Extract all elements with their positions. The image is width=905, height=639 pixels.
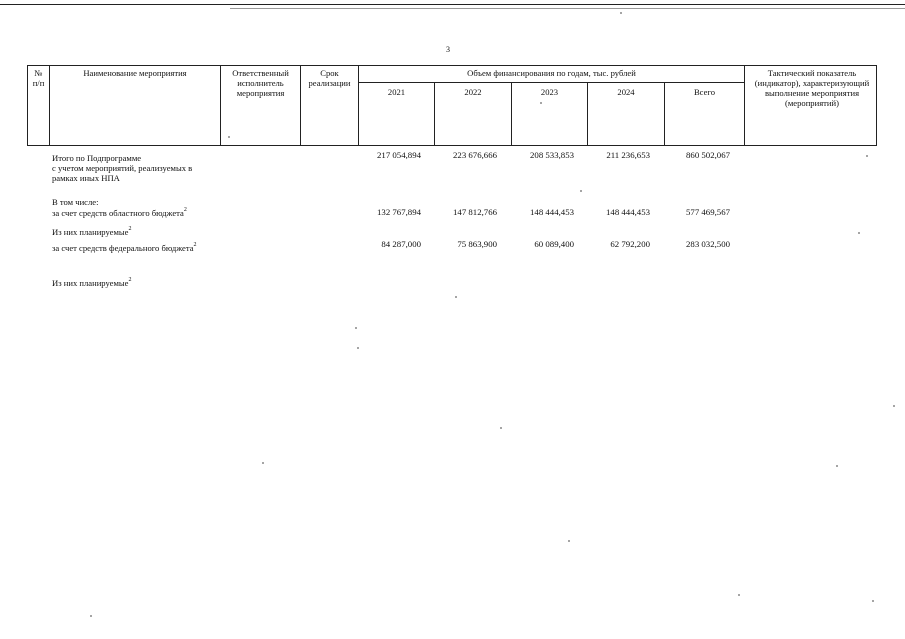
federal-2024: 62 792,200 — [610, 239, 650, 249]
regional-label-text: за счет средств областного бюджета — [52, 208, 184, 218]
header-year-2023: 2023 — [540, 87, 559, 97]
header-name: Наименование мероприятия — [83, 68, 187, 78]
header-financing: Объем финансирования по годам, тыс. рублей — [467, 68, 636, 78]
regional-2021: 132 767,894 — [377, 207, 421, 217]
federal-label — [52, 243, 197, 253]
years-subheader-line — [358, 82, 744, 83]
regional-2022: 147 812,766 — [453, 207, 497, 217]
regional-2024: 148 444,453 — [606, 207, 650, 217]
header-num: № п/п — [32, 68, 45, 88]
total-2023: 208 533,853 — [530, 150, 574, 160]
federal-footnote: 2 — [193, 242, 197, 248]
scan-speck — [262, 462, 264, 464]
row-total-label: Итого по Подпрограмме с учетом мероприятий, реализуемых в рамках иных НПА — [52, 153, 193, 183]
scan-speck — [90, 615, 92, 617]
header-year-2024: 2024 — [617, 87, 635, 97]
total-2021: 217 054,894 — [377, 150, 421, 160]
scan-speck — [580, 190, 582, 192]
table-top-border — [27, 65, 877, 66]
scan-speck — [893, 405, 895, 407]
federal-2023: 60 089,400 — [534, 239, 574, 249]
top-border-line — [0, 4, 905, 5]
federal-label-text: за счет средств федерального бюджета — [52, 243, 194, 253]
header-indicator: Тактический показатель (индикатор), характеризующий выполнение мероприятия (мероприятий) — [754, 68, 870, 108]
total-2022: 223 676,666 — [453, 150, 497, 160]
header-term: Срок реализации — [308, 68, 351, 88]
federal-2021: 84 287,000 — [381, 239, 421, 249]
including-label: В том числе: — [52, 197, 99, 207]
scan-speck — [455, 296, 457, 298]
header-total: Всего — [693, 87, 716, 97]
scan-speck — [866, 155, 868, 157]
page-number: 3 — [446, 45, 450, 54]
scan-speck — [858, 232, 860, 234]
regional-2023: 148 444,453 — [530, 207, 574, 217]
total-2024: 211 236,653 — [606, 150, 650, 160]
regional-footnote: 2 — [183, 207, 187, 213]
scan-speck — [836, 465, 838, 467]
scan-speck — [872, 600, 874, 602]
planned-label-1 — [52, 227, 132, 237]
header-responsible: Ответственный исполнитель мероприятия — [232, 68, 289, 98]
regional-total: 577 469,567 — [686, 207, 730, 217]
planned-2-footnote: 2 — [128, 277, 132, 283]
scan-speck — [500, 427, 502, 429]
planned-label-2 — [52, 278, 132, 288]
top-border-line-secondary — [230, 8, 905, 9]
federal-2022: 75 863,900 — [457, 239, 497, 249]
scan-speck — [228, 136, 230, 138]
header-year-2021: 2021 — [387, 87, 406, 97]
scan-speck — [540, 102, 542, 104]
scan-speck — [355, 327, 357, 329]
planned-label-1-text: Из них планируемые — [52, 227, 129, 237]
planned-label-2-text: Из них планируемые — [52, 278, 129, 288]
regional-label — [52, 208, 187, 218]
scan-speck — [357, 347, 359, 349]
table-bottom-border — [27, 145, 877, 146]
scan-speck — [620, 12, 622, 14]
federal-total: 283 032,500 — [686, 239, 730, 249]
total-all: 860 502,067 — [686, 150, 730, 160]
scan-speck — [568, 540, 570, 542]
scan-speck — [738, 594, 740, 596]
header-year-2022: 2022 — [464, 87, 482, 97]
planned-1-footnote: 2 — [128, 226, 132, 232]
